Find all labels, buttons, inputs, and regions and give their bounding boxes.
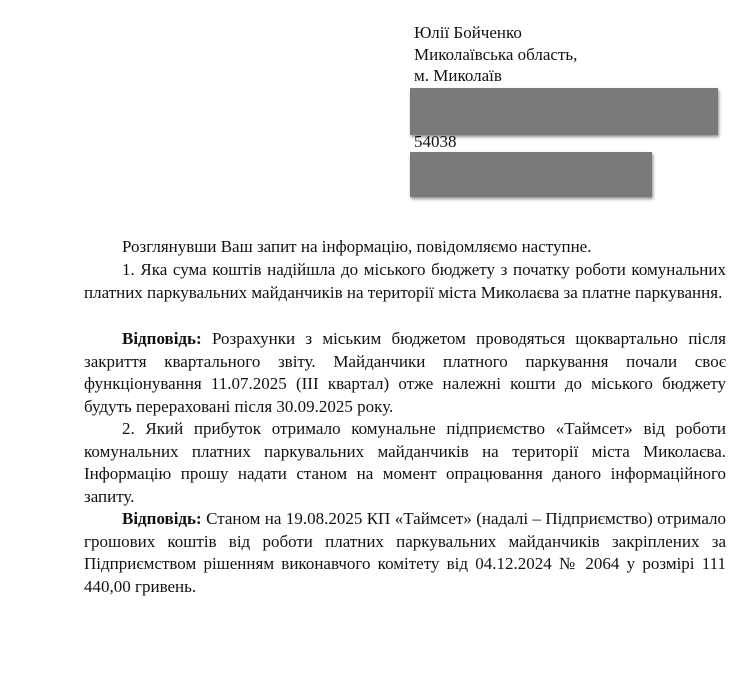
redaction-block-1 (410, 88, 718, 135)
answer-2 (84, 508, 726, 598)
question-2: 2. Який прибуток отримало комунальне підприємство «Таймсет» від роботи комунальних платних паркувальних майданчиків на території міста Миколаєва. Інформацію прошу надати станом на момент опрацювання даного інформаційного запиту. (84, 419, 726, 506)
redaction-block-2 (410, 152, 652, 197)
intro-paragraph: Розглянувши Ваш запит на інформацію, повідомляємо наступне. (122, 237, 592, 256)
recipient-postal-code: 54038 (414, 132, 457, 151)
answer-1-label: Відповідь: (122, 329, 202, 348)
answer-1 (84, 328, 726, 418)
answer-2-text: Станом на 19.08.2025 КП «Таймсет» (надалі – Підприємство) отримало грошових коштів від роботи платних паркувальних майданчиків закріплених за Підприємством рішенням виконавчого комітету від 04.12.2024 № 2064 у розмірі 111 440,00 гривень. (84, 509, 726, 596)
answer-1-text: Розрахунки з міським бюджетом проводяться щоквартально після закриття квартального звіту. Майданчики платного паркування почали своє функціонування 11.07.2025 (ІІІ квартал) отже належні кошти до міського бюджету будуть перераховані після 30.09.2025 року. (84, 329, 726, 416)
recipient-region: Миколаївська область, (414, 45, 578, 64)
answer-2-label: Відповідь: (122, 509, 202, 528)
recipient-name: Юлії Бойченко (414, 23, 522, 42)
question-1: 1. Яка сума коштів надійшла до міського бюджету з початку роботи комунальних платних паркувальних майданчиків на території міста Миколаєва за платне паркування. (84, 260, 726, 302)
recipient-city: м. Миколаїв (414, 66, 502, 85)
